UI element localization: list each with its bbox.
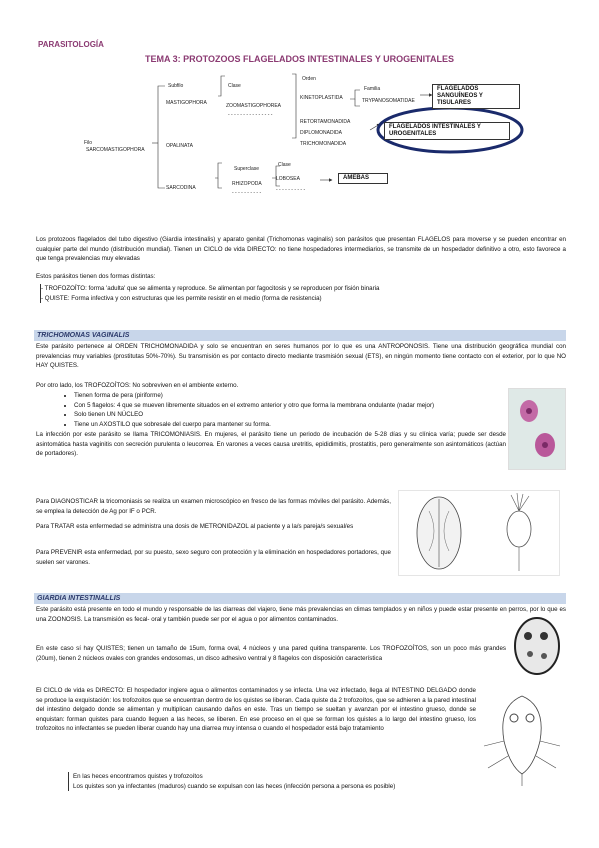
trichomonas-image: [509, 389, 565, 469]
subfilo-sarcodina: SARCODINA: [166, 185, 196, 191]
trichomonas-diagnosis: Para DIAGNOSTICAR la tricomoniasis se realiza un examen microscópico en fresco de las formas móviles del parásito. Además, se emplea la detección de Ag por IF o PCR.: [36, 498, 391, 515]
intro-forms-lead: Estos parásitos tienen dos formas distintas:: [36, 273, 156, 280]
giardia-cyst-drawing: [510, 614, 564, 678]
course-header: PARASITOLOGÍA: [38, 40, 104, 49]
giardia-summary-box: [68, 772, 513, 791]
clase-label: Clase: [228, 83, 241, 89]
familia-label: Familia: [364, 86, 381, 92]
intro-paragraph: Los protozoos flagelados del tubo digestivo (Giardia intestinalis) y aparato genital (Trichomonas vaginalis) son parásitos que presentan FLAGELOS para moverse y se pueden encontrar en cualquier parte del mundo (distribución mundial). Tienen un CICLO de vida DIRECTO: no tiene hospedadores intermediarios, se transmite de un hospedador definitivo a otro, esto favorece a que tenga prevalencias muy elevadas: [36, 236, 566, 263]
giardia-trophozoite-diagram: [480, 686, 564, 786]
giardia-cyst-image: [510, 614, 564, 678]
trichomonas-trofozoitos: Por otro lado, los TROFOZOÍTOS: No sobreviven en el ambiente externo.: [36, 382, 239, 389]
trichomonas-diagram-image: [399, 491, 559, 575]
box-flagelados-sanguineos: FLAGELADOS SANGUÍNEOS Y TISULARES: [432, 84, 520, 109]
list-item: • Tiene un AXOSTILO que sobresale del cuerpo para mantener su forma.: [74, 420, 494, 430]
subfilo-opalinata: OPALINATA: [166, 143, 193, 149]
filo-label: Filo: [84, 140, 93, 146]
list-item: • Tienen forma de pera (piriforme): [74, 391, 494, 401]
trichomonas-bullets: [62, 391, 494, 429]
trichomonas-micrograph: [508, 388, 566, 470]
giardia-summary-line: En las heces encontramos quistes y trofozoítos: [73, 773, 203, 780]
familia-trypanosomatidae: TRYPANOSOMATIDAE: [362, 98, 415, 104]
giardia-trophozoite-drawing: [480, 686, 564, 786]
list-item: • Solo tienen UN NÚCLEO: [74, 410, 494, 420]
giardia-cycle: El CICLO de vida es DIRECTO: El hospedador ingiere agua o alimentos contaminados y se infecta. Una vez infectado, llega al INTESTINO DELGADO donde se produce la exquistación: los trofozoitos que se encuentran dentro de los quistes se liberan. Cada quiste da 2 trofozoítos, que se adhieren a la pared intestinal del intestino delgado donde se alimentan y multiplican causando daños en este. Tras un tiempo se sueltan y avanzan por el intestino grueso, donde se enquistan: forman quistes para cuando lleguen a las heces, se liberen. En ese proceso en el que se forman los quistes a lo largo del intestino grueso, los trofozoitos no infectantes se pueden liberar cuando hay una diarrea muy intensa o cuando el hospedador está bajo tratamiento: [36, 687, 476, 733]
trichomonas-intro: Este parásito pertenece al ORDEN TRICHOMONADIDA y solo se encuentran en seres humanos por lo que es una ANTROPONOSIS. Tiene una distribución geográfica mundial con prevalencias muy variables (prostitutas 50%-70%). Su transmisión es por contacto directo mediante trasmisión sexual (ETS), en ningún momento tiene contacto con el exterior, por lo que NO HAY QUISTES.: [36, 343, 566, 370]
orden-kinetoplastida: KINETOPLASTIDA: [300, 95, 343, 101]
trichomonas-infection: La infección por este parásito se llama TRICOMONIASIS. En mujeres, el parásito tiene un periodo de incubación de 5-28 días y su clínica varía; puede ser desde asintomática hasta vaginitis con secreción purulenta o leucorrea. En varones a veces causa uretritis, epididimitis, prostatitis, pero generalmente son asintomáticos (actúan de portadores).: [36, 431, 506, 458]
subfilo-mastigophora: MASTIGOPHORA: [166, 100, 207, 106]
orden-label: Orden: [302, 76, 316, 82]
list-item: - TROFOZOÍTO: forma 'adulta' que se alimenta y reproduce. Se alimentan por fagocitosis y se reproducen por fisión binaria: [41, 285, 380, 292]
giardia-summary-line: Los quistes son ya infectantes (maduros) cuando se expulsan con las heces (infección persona a persona es posible): [73, 782, 396, 790]
clase2-label: Clase: [278, 162, 291, 168]
clase-lobosea: LOBOSEA: [276, 176, 300, 182]
orden-diplomonadida: DIPLOMONADIDA: [300, 130, 342, 136]
giardia-forms: En este caso sí hay QUISTES; tienen un tamaño de 15um, forma oval, 4 núcleos y una pared quitina transparente. Los TROFOZOÍTOS, son un poco más grandes (20um), tienen 2 núcleos ovales con grandes endosomas, un disco adhesivo ventral y 8 flagelos con disposición característica: [36, 645, 506, 662]
section-heading-trichomonas: TRICHOMONAS VAGINALIS: [34, 330, 566, 341]
orden-trichomonadida: TRICHOMONADIDA: [300, 141, 347, 147]
orden-retortamonadida: RETORTAMONADIDA: [300, 119, 351, 125]
superclase-rhizopoda: RHIZOPODA: [232, 181, 262, 187]
trichomonas-diagram: [398, 490, 560, 576]
giardia-intro: Este parásito está presente en todo el mundo y responsable de las diarreas del viajero, tiene más prevalencias en climas templados y en niños y puede estar presente en perros, por lo que es una ZOONOSIS. La transmisión es fecal- oral y también puede ser por el agua o por alimentos contaminados.: [36, 606, 566, 623]
intro-forms-list: [40, 284, 561, 303]
box-flagelados-intestinales: FLAGELADOS INTESTINALES Y UROGENITALES: [384, 122, 510, 140]
clase-zoomastigophorea: ZOOMASTIGOPHOREA: [226, 103, 282, 109]
superclase-label: Superclase: [234, 166, 260, 172]
trichomonas-prevention: Para PREVENIR esta enfermedad, por su puesto, sexo seguro con protección y la eliminación en hospedadores portadores, que suelen ser varones.: [36, 549, 391, 566]
page-title: TEMA 3: PROTOZOOS FLAGELADOS INTESTINALES Y UROGENITALES: [144, 54, 455, 64]
box-amebas: AMEBAS: [338, 173, 388, 184]
filo-name: SARCOMASTIGOPHORA: [86, 147, 145, 153]
list-item: - QUISTE: Forma infectiva y con estructuras que les permite resistir en el medio (forma de resistencia): [41, 294, 322, 302]
subfilo-label: Subfilo: [168, 83, 184, 89]
list-item: • Con 5 flagelos: 4 que se mueven libremente situados en el extremo anterior y otro que forma la membrana ondulante (nadar mejor): [74, 401, 494, 411]
section-heading-giardia: GIARDIA INTESTINALLIS: [34, 593, 566, 604]
trichomonas-treatment: Para TRATAR esta enfermedad se administra una dosis de METRONIDAZOL al paciente y a la/s pareja/s sexual/es: [36, 523, 354, 530]
